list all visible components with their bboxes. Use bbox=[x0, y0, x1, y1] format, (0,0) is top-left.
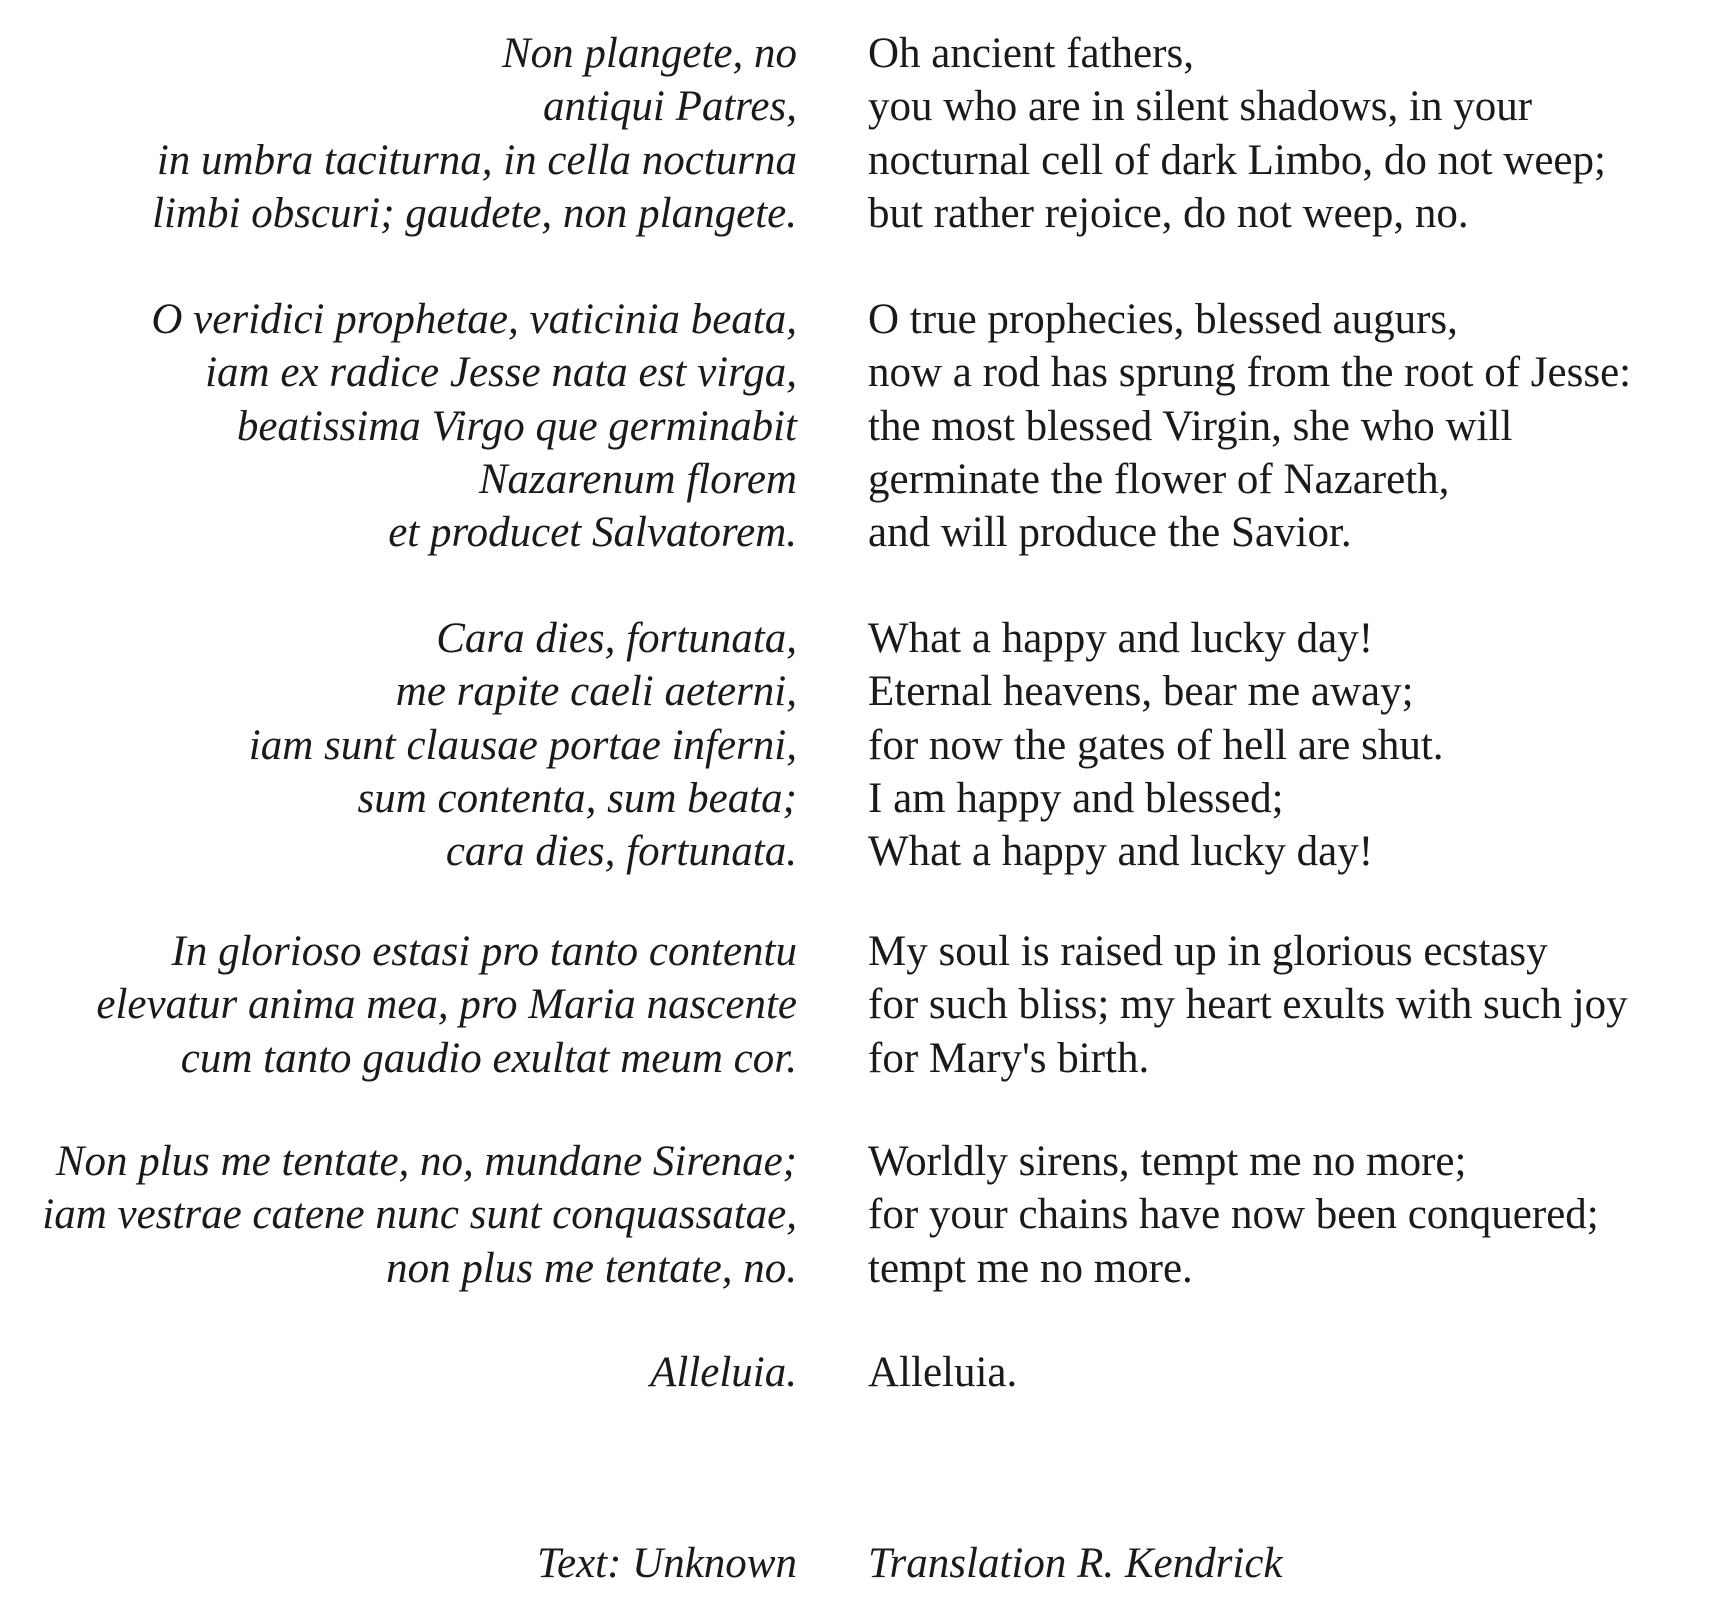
latin-line: cara dies, fortunata. bbox=[445, 828, 797, 876]
latin-line: me rapite caeli aeterni, bbox=[395, 668, 797, 716]
latin-line: iam ex radice Jesse nata est virga, bbox=[205, 349, 797, 397]
english-line: germinate the flower of Nazareth, bbox=[868, 455, 1450, 503]
english-line: for your chains have now been conquered; bbox=[868, 1191, 1599, 1239]
translation-credit: Translation R. Kendrick bbox=[868, 1540, 1283, 1587]
latin-line: Non plus me tentate, no, mundane Sirenae; bbox=[55, 1138, 797, 1185]
latin-line: et producet Salvatorem. bbox=[388, 509, 797, 557]
latin-line: Alleluia. bbox=[650, 1349, 797, 1396]
latin-column bbox=[0, 925, 797, 1085]
latin-line: non plus me tentate, no. bbox=[386, 1244, 797, 1292]
latin-line: iam sunt clausae portae inferni, bbox=[248, 721, 797, 769]
english-line: My soul is raised up in glorious ecstasy bbox=[868, 928, 1548, 975]
latin-line: sum contenta, sum beata; bbox=[357, 774, 797, 822]
latin-line: O veridici prophetae, vaticinia beata, bbox=[151, 296, 797, 343]
english-line: you who are in silent shadows, in your bbox=[868, 83, 1533, 131]
english-line: the most blessed Virgin, she who will bbox=[868, 402, 1513, 450]
latin-line: beatissima Virgo que germinabit bbox=[236, 402, 797, 450]
english-line: tempt me no more. bbox=[868, 1244, 1193, 1292]
english-line: for such bliss; my heart exults with such joy bbox=[868, 981, 1628, 1029]
latin-line: Nazarenum florem bbox=[478, 455, 797, 503]
english-line: and will produce the Savior. bbox=[868, 509, 1352, 557]
latin-line: in umbra taciturna, in cella nocturna bbox=[156, 136, 797, 184]
latin-line: In glorioso estasi pro tanto contentu bbox=[171, 928, 797, 975]
latin-column bbox=[0, 293, 797, 559]
english-column bbox=[868, 1346, 1720, 1399]
english-line: nocturnal cell of dark Limbo, do not weep; bbox=[868, 136, 1606, 184]
english-line: Eternal heavens, bear me away; bbox=[868, 668, 1414, 716]
english-line: What a happy and lucky day! bbox=[868, 615, 1374, 662]
latin-line: antiqui Patres, bbox=[542, 83, 797, 131]
latin-line: limbi obscuri; gaudete, non plangete. bbox=[152, 189, 797, 237]
latin-column bbox=[0, 1346, 797, 1399]
latin-column bbox=[0, 1135, 797, 1295]
english-column bbox=[868, 293, 1720, 559]
english-column bbox=[868, 925, 1720, 1085]
latin-line: iam vestrae catene nunc sunt conquassatae, bbox=[42, 1191, 797, 1239]
text-credit: Text: Unknown bbox=[537, 1540, 797, 1587]
latin-line: Non plangete, no bbox=[502, 30, 797, 77]
english-column bbox=[868, 1135, 1720, 1295]
latin-line: elevatur anima mea, pro Maria nascente bbox=[96, 981, 797, 1029]
english-line: O true prophecies, blessed augurs, bbox=[868, 296, 1458, 343]
english-line: for Mary's birth. bbox=[868, 1034, 1150, 1082]
latin-line: cum tanto gaudio exultat meum cor. bbox=[180, 1034, 797, 1082]
english-line: What a happy and lucky day! bbox=[868, 828, 1374, 876]
english-line: now a rod has sprung from the root of Jesse: bbox=[868, 349, 1632, 397]
english-line: for now the gates of hell are shut. bbox=[868, 721, 1444, 769]
english-column bbox=[868, 612, 1720, 878]
english-line: Oh ancient fathers, bbox=[868, 30, 1194, 77]
latin-column bbox=[0, 27, 797, 240]
english-line: Alleluia. bbox=[868, 1349, 1018, 1396]
latin-line: Cara dies, fortunata, bbox=[436, 615, 797, 662]
latin-column bbox=[0, 612, 797, 878]
english-line: I am happy and blessed; bbox=[868, 774, 1284, 822]
english-line: but rather rejoice, do not weep, no. bbox=[868, 189, 1469, 237]
english-column bbox=[868, 27, 1720, 240]
english-line: Worldly sirens, tempt me no more; bbox=[868, 1138, 1467, 1185]
